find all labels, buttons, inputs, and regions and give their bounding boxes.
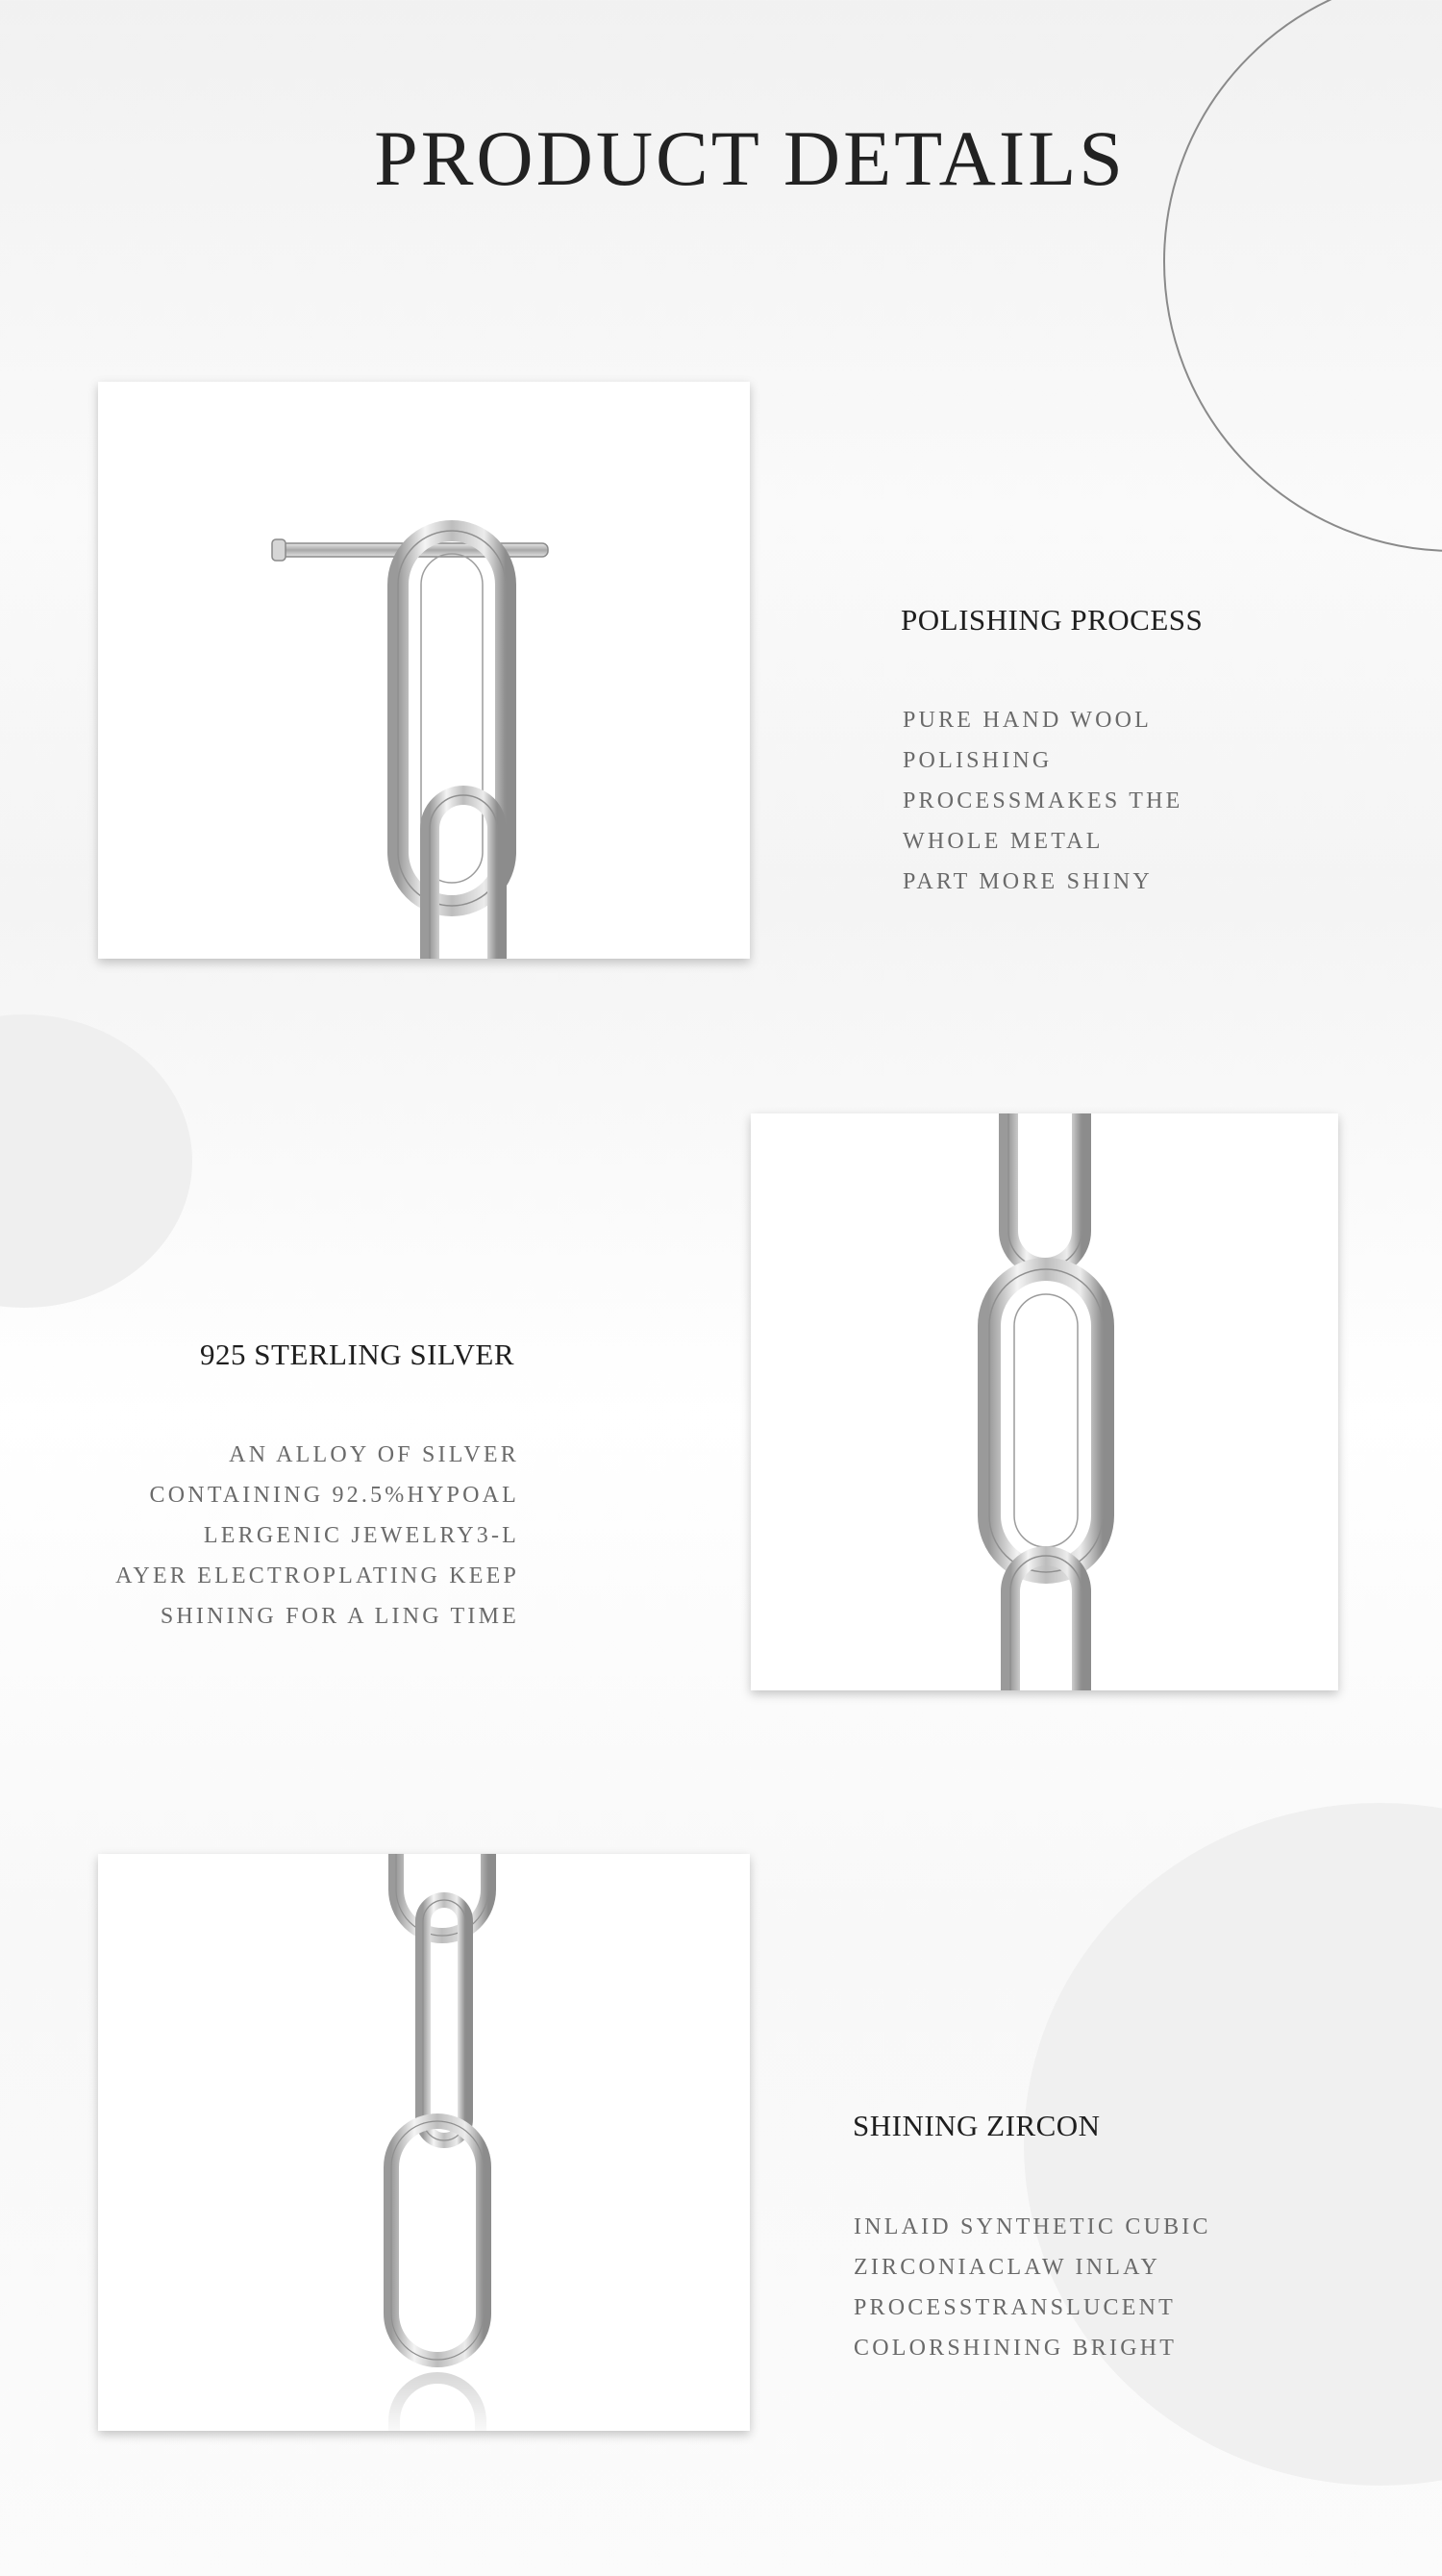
- feature-title-sterling-silver: 925 STERLING SILVER: [200, 1338, 514, 1371]
- description-line: WHOLE METAL: [903, 829, 1104, 854]
- feature-title-zircon: SHINING ZIRCON: [853, 2109, 1101, 2142]
- product-image-earring: [98, 382, 750, 959]
- decorative-ring: [1163, 0, 1442, 552]
- feature-description-zircon: [854, 2207, 1257, 2368]
- description-line: ZIRCONIACLAW INLAY: [854, 2255, 1160, 2280]
- decorative-circle-right: [1024, 1803, 1442, 2486]
- description-line: AYER ELECTROPLATING KEEP: [115, 1563, 519, 1588]
- description-line: AN ALLOY OF SILVER: [229, 1442, 519, 1467]
- description-line: POLISHING: [903, 748, 1053, 773]
- description-line: PROCESSMAKES THE: [903, 788, 1183, 813]
- chain-link-icon: [751, 1113, 1338, 1690]
- feature-description-sterling-silver: [77, 1435, 519, 1637]
- feature-description-polishing: [903, 700, 1287, 902]
- description-line: SHINING FOR A LING TIME: [160, 1604, 519, 1629]
- product-image-chain-link: [751, 1113, 1338, 1690]
- description-line: LERGENIC JEWELRY3-L: [203, 1523, 519, 1548]
- decorative-circle-left: [0, 1014, 192, 1308]
- description-line: COLORSHINING BRIGHT: [854, 2336, 1178, 2361]
- product-image-chain: [98, 1854, 750, 2431]
- description-line: PROCESSTRANSLUCENT: [854, 2295, 1176, 2320]
- description-line: INLAID SYNTHETIC CUBIC: [854, 2214, 1211, 2239]
- chain-links-icon: [98, 1854, 750, 2431]
- page-title: PRODUCT DETAILS: [374, 114, 1126, 202]
- description-line: CONTAINING 92.5%HYPOAL: [149, 1483, 519, 1508]
- feature-title-polishing: POLISHING PROCESS: [901, 603, 1204, 637]
- description-line: PURE HAND WOOL: [903, 708, 1153, 733]
- earring-stud-chain-icon: [98, 382, 750, 959]
- description-line: PART MORE SHINY: [903, 869, 1153, 894]
